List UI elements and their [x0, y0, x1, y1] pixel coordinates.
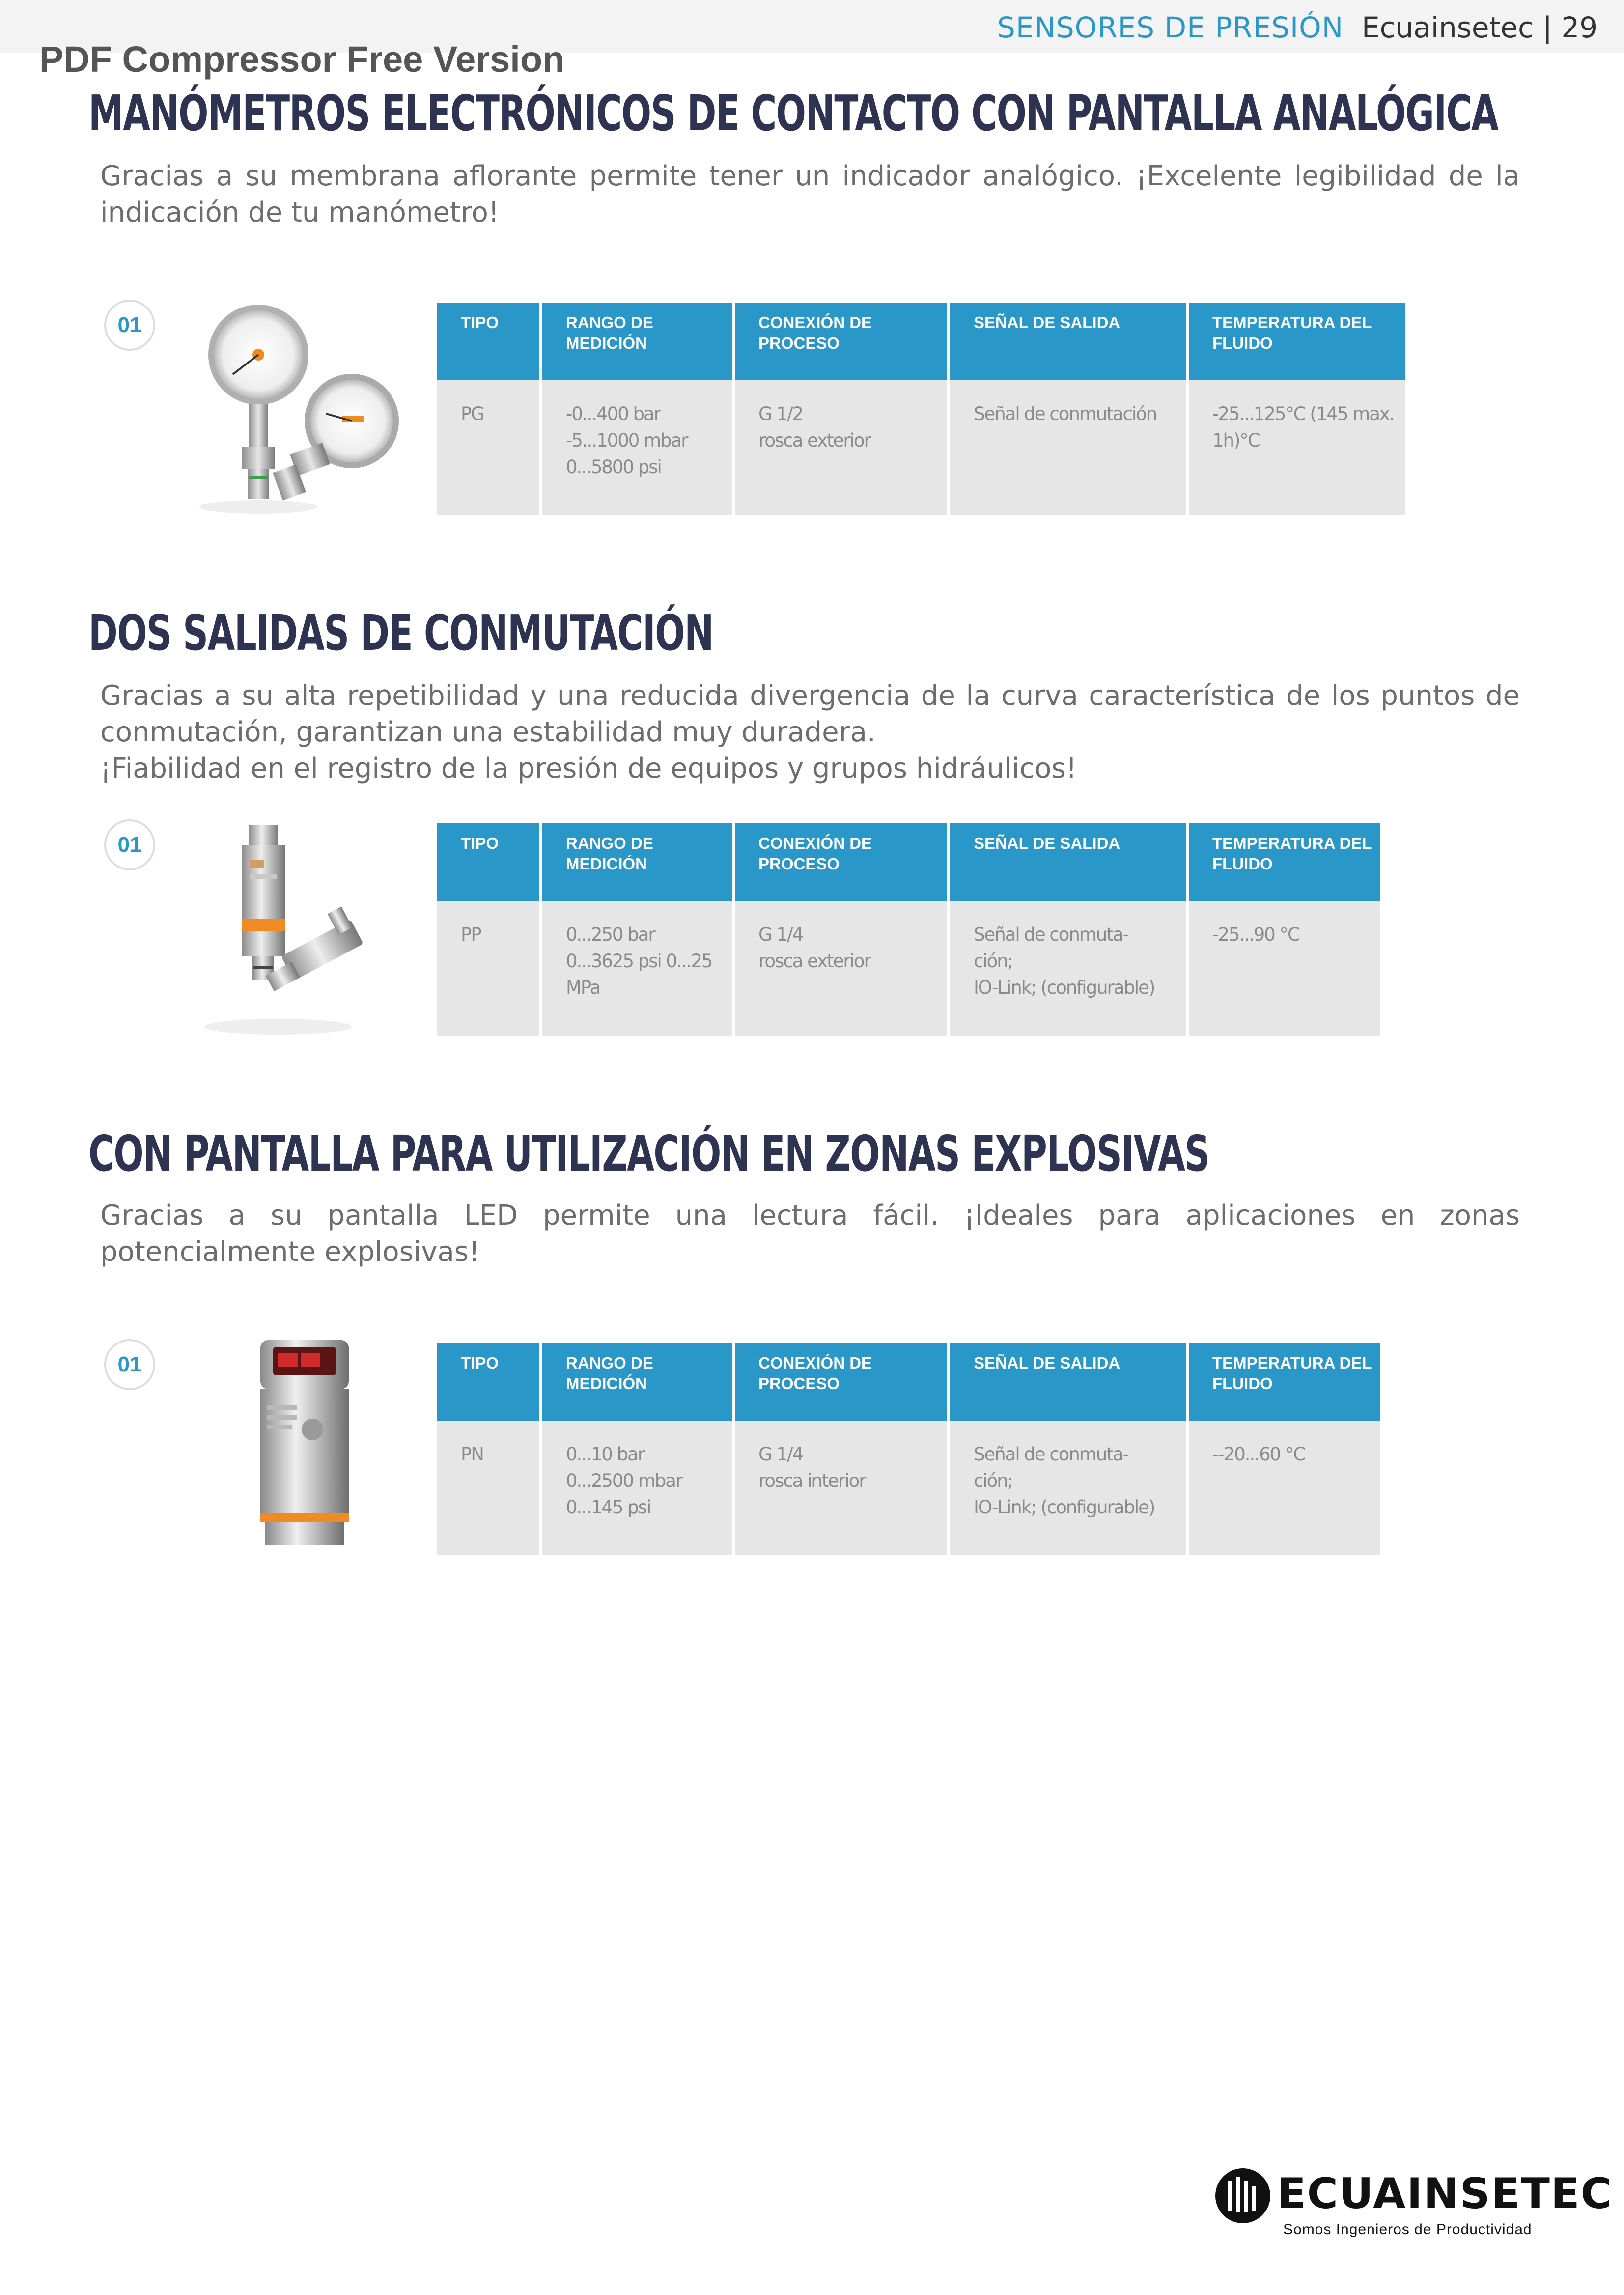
- cell-temperature: -25...125°C (145 max. 1h)°C: [1189, 380, 1405, 515]
- header-section-title: SENSORES DE PRESIÓN: [997, 11, 1344, 44]
- description-paragraph: ¡Fiabilidad en el registro de la presión de equipos y grupos hidráulicos!: [100, 753, 1077, 784]
- spec-table: [437, 823, 1380, 1036]
- item-number-badge: 01: [104, 300, 155, 351]
- logo-tagline: Somos Ingenieros de Productividad: [1283, 2221, 1532, 2238]
- header-range: RANGO DE MEDICIÓN: [542, 823, 732, 901]
- section-description: [100, 158, 1520, 231]
- cell-temperature: --20...60 °C: [1189, 1421, 1380, 1555]
- header-temperature: TEMPERATURA DEL FLUIDO: [1189, 1343, 1380, 1421]
- header-type: TIPO: [437, 823, 539, 901]
- company-logo: [1213, 2166, 1613, 2245]
- header-type: TIPO: [437, 1343, 539, 1421]
- cell-signal: Señal de conmutación: [950, 380, 1186, 515]
- cell-connection: G 1/2 rosca exterior: [735, 380, 947, 515]
- description-paragraph: Gracias a su membrana aflorante permite tener un indicador analógico. ¡Excelente legibilidad de la indicación de tu manómetro!: [100, 160, 1520, 228]
- cell-temperature: -25...90 °C: [1189, 901, 1380, 1036]
- logo-name: ECUAINSETEC: [1277, 2169, 1613, 2218]
- header-type: TIPO: [437, 303, 539, 380]
- cell-signal: Señal de conmuta- ción; IO-Link; (configurable): [950, 1421, 1186, 1555]
- pressure-sensor-display-product-image: [246, 1336, 364, 1552]
- pressure-sensor-product-image: [195, 820, 406, 1036]
- spec-table: [437, 1343, 1380, 1555]
- item-number-badge: 01: [104, 1339, 155, 1390]
- header-temperature: TEMPERATURA DEL FLUIDO: [1189, 303, 1405, 380]
- header-page-number: Ecuainsetec | 29: [1362, 11, 1598, 44]
- cell-connection: G 1/4 rosca interior: [735, 1421, 947, 1555]
- header-signal: SEÑAL DE SALIDA: [950, 303, 1186, 380]
- header-signal: SEÑAL DE SALIDA: [950, 823, 1186, 901]
- cell-range: 0...10 bar 0...2500 mbar 0...145 psi: [542, 1421, 732, 1555]
- cell-type: PG: [437, 380, 539, 515]
- cell-type: PP: [437, 901, 539, 1036]
- section-title: DOS SALIDAS DE CONMUTACIÓN: [88, 604, 713, 662]
- item-number-badge: 01: [104, 819, 155, 870]
- header-connection: CONEXIÓN DE PROCESO: [735, 303, 947, 380]
- cell-connection: G 1/4 rosca exterior: [735, 901, 947, 1036]
- pressure-gauge-product-image: [195, 301, 406, 517]
- cell-range: 0...250 bar 0...3625 psi 0...25 MPa: [542, 901, 732, 1036]
- header-signal: SEÑAL DE SALIDA: [950, 1343, 1186, 1421]
- logo-mark-icon: [1213, 2166, 1272, 2225]
- cell-range: -0...400 bar -5...1000 mbar 0...5800 psi: [542, 380, 732, 515]
- header-temperature: TEMPERATURA DEL FLUIDO: [1189, 823, 1380, 901]
- spec-table: [437, 303, 1405, 515]
- header-connection: CONEXIÓN DE PROCESO: [735, 823, 947, 901]
- section-description: [100, 678, 1520, 787]
- section-title: MANÓMETROS ELECTRÓNICOS DE CONTACTO CON PANTALLA ANALÓGICA: [88, 84, 1498, 142]
- header-connection: CONEXIÓN DE PROCESO: [735, 1343, 947, 1421]
- description-paragraph: Gracias a su alta repetibilidad y una reducida divergencia de la curva característica de los puntos de conmutación, garantizan una estabilidad muy duradera.: [100, 680, 1520, 748]
- description-paragraph: Gracias a su pantalla LED permite una lectura fácil. ¡Ideales para aplicaciones en zonas potencialmente explosivas!: [100, 1200, 1520, 1268]
- section-title: CON PANTALLA PARA UTILIZACIÓN EN ZONAS EXPLOSIVAS: [88, 1125, 1209, 1182]
- section-description: [100, 1198, 1520, 1270]
- cell-signal: Señal de conmuta- ción; IO-Link; (configurable): [950, 901, 1186, 1036]
- cell-type: PN: [437, 1421, 539, 1555]
- header-range: RANGO DE MEDICIÓN: [542, 303, 732, 380]
- watermark-text: PDF Compressor Free Version: [39, 39, 565, 80]
- header-range: RANGO DE MEDICIÓN: [542, 1343, 732, 1421]
